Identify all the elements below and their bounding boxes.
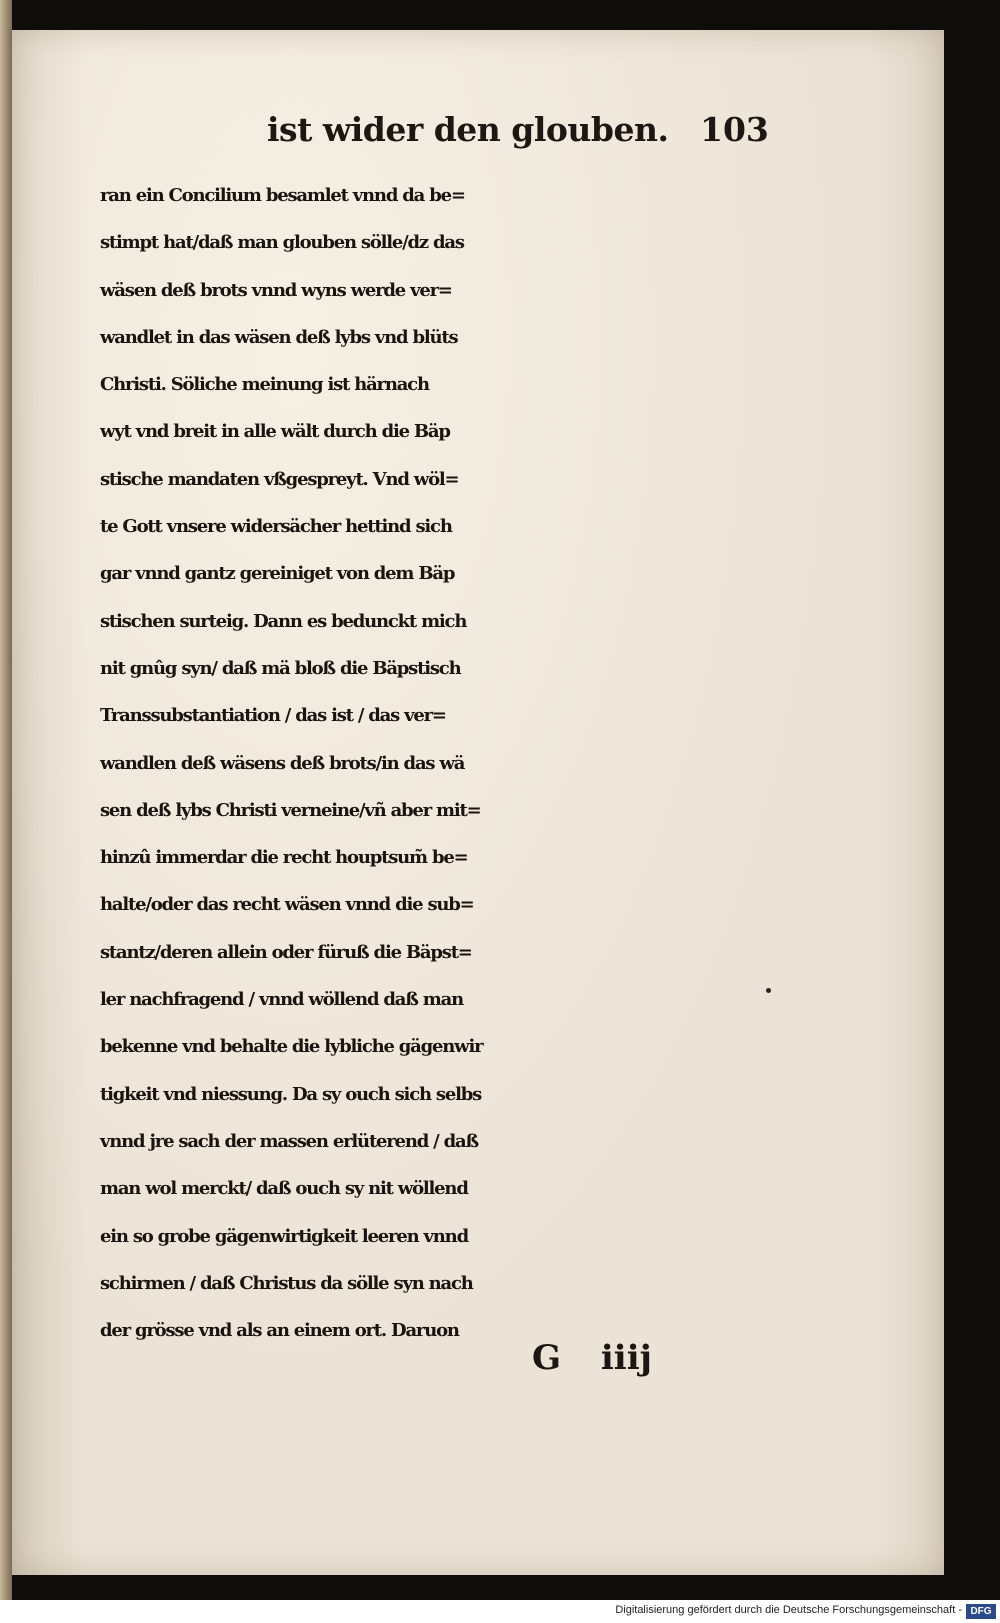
signature-mark: G iiij bbox=[532, 1338, 652, 1378]
text-line: man wol merckt/ daß ouch sy nit wöllend bbox=[100, 1178, 468, 1200]
text-line: wandlet in das wäsen deß lybs vnd blüts bbox=[100, 326, 458, 348]
text-line: nit gnûg syn/ daß mä bloß die Bäpstisch bbox=[100, 657, 461, 679]
dfg-logo: DFG bbox=[966, 1604, 996, 1619]
text-line: Christi. Söliche meinung ist härnach bbox=[100, 374, 429, 396]
funding-credit: Digitalisierung gefördert durch die Deutsche Forschungsgemeinschaft - bbox=[615, 1604, 962, 1616]
book-page bbox=[12, 30, 944, 1575]
ink-speck bbox=[766, 988, 771, 993]
text-line: Transsubstantiation / das ist / das ver= bbox=[100, 705, 446, 727]
text-line: hinzû immerdar die recht houptsum̃ be= bbox=[100, 847, 468, 869]
digitization-footer bbox=[0, 1600, 1000, 1623]
text-line: ein so grobe gägenwirtigkeit leeren vnnd bbox=[100, 1225, 468, 1247]
text-line: schirmen / daß Christus da sölle syn nach bbox=[100, 1272, 473, 1294]
text-line: te Gott vnsere widersächer hettind sich bbox=[100, 516, 452, 538]
text-line: tigkeit vnd niessung. Da sy ouch sich selbs bbox=[100, 1083, 482, 1105]
text-line: stische mandaten vßgespreyt. Vnd wöl= bbox=[100, 468, 459, 490]
text-line: wyt vnd breit in alle wält durch die Bäp bbox=[100, 421, 450, 443]
facing-page-edge bbox=[0, 0, 12, 1600]
text-line: ran ein Concilium besamlet vnnd da be= bbox=[100, 185, 465, 206]
text-line: gar vnnd gantz gereiniget von dem Bäp bbox=[100, 563, 455, 585]
text-line: wäsen deß brots vnnd wyns werde ver= bbox=[100, 279, 452, 301]
page-number: 103 bbox=[700, 110, 769, 149]
text-line: vnnd jre sach der massen erlüterend / daß bbox=[100, 1130, 478, 1152]
text-line: sen deß lybs Christi verneine/vñ aber mit= bbox=[100, 799, 481, 821]
text-line: halte/oder das recht wäsen vnnd die sub= bbox=[100, 894, 474, 916]
text-line: der grösse vnd als an einem ort. Daruon bbox=[100, 1320, 459, 1342]
text-line: bekenne vnd behalte die lybliche gägenwir bbox=[100, 1036, 483, 1058]
running-head: ist wider den glouben. bbox=[267, 110, 669, 149]
text-line: stantz/deren allein oder füruß die Bäpst= bbox=[100, 941, 472, 963]
text-line: stimpt hat/daß man glouben sölle/dz das bbox=[100, 232, 464, 254]
text-line: ler nachfragend / vnnd wöllend daß man bbox=[100, 989, 463, 1011]
body-text bbox=[100, 172, 760, 1354]
text-line: wandlen deß wäsens deß brots/in das wä bbox=[100, 752, 465, 774]
text-line: stischen surteig. Dann es bedunckt mich bbox=[100, 610, 467, 632]
